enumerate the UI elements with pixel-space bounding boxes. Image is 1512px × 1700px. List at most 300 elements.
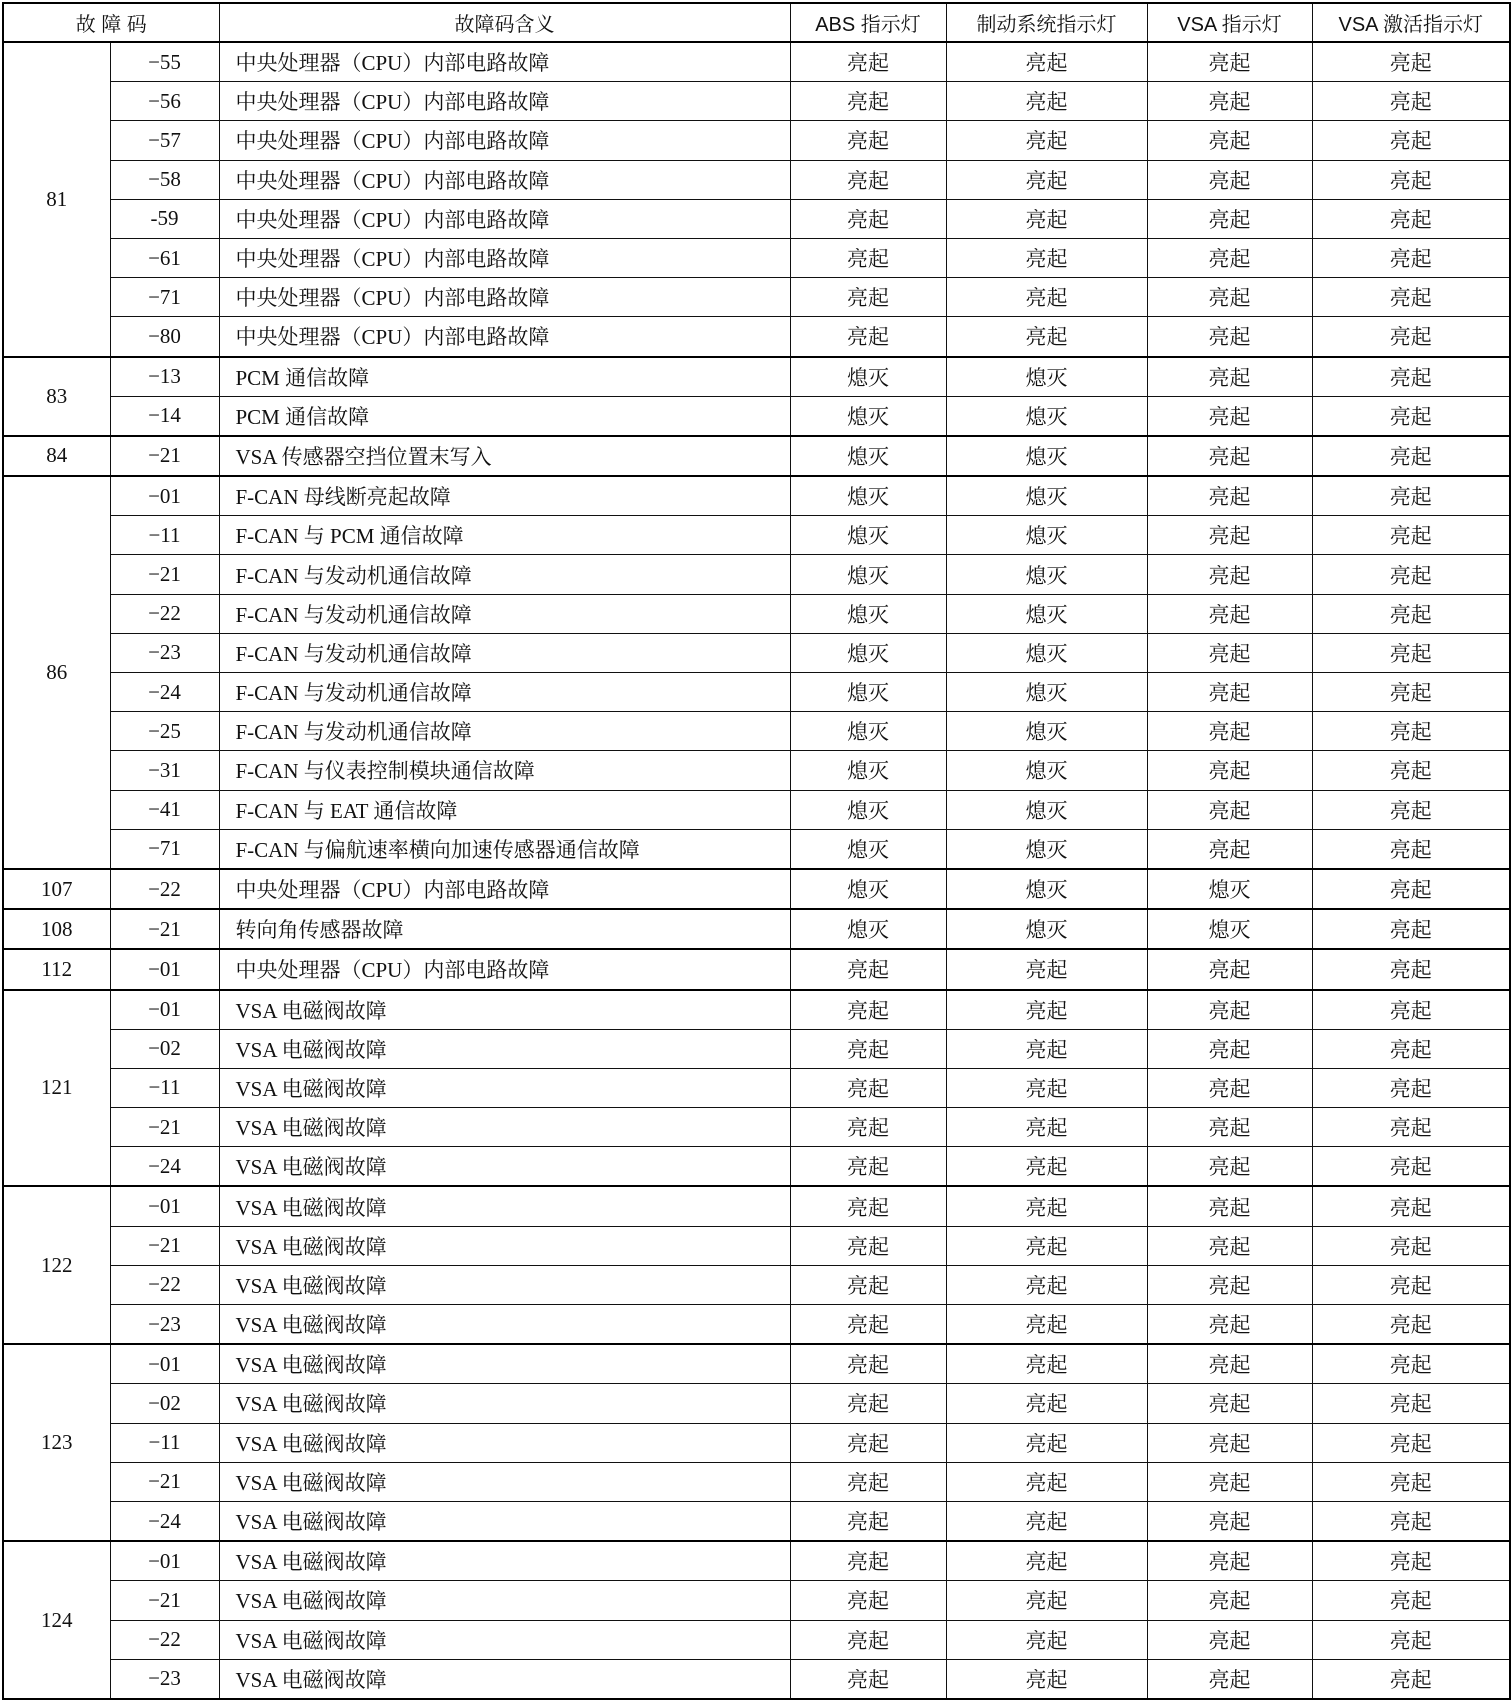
- vsa-light-state: 亮起: [1147, 1581, 1312, 1620]
- vsa-light-state: 熄灭: [1147, 869, 1312, 909]
- fault-meaning: F-CAN 母线断亮起故障: [219, 476, 790, 516]
- abs-light-state: 熄灭: [790, 751, 946, 790]
- fault-code-sub: −02: [110, 1029, 219, 1068]
- fault-code-sub: −41: [110, 790, 219, 829]
- vsa-active-light-state: 亮起: [1312, 1423, 1510, 1462]
- brake-light-state: 亮起: [946, 82, 1147, 121]
- table-row: [3, 555, 1510, 594]
- fault-meaning: 中央处理器（CPU）内部电路故障: [219, 199, 790, 238]
- fault-code-sub: −11: [110, 516, 219, 555]
- brake-light-state: 亮起: [946, 1541, 1147, 1581]
- fault-meaning: F-CAN 与发动机通信故障: [219, 594, 790, 633]
- brake-light-state: 亮起: [946, 1462, 1147, 1501]
- fault-code-sub: −21: [110, 1581, 219, 1620]
- vsa-active-light-state: 亮起: [1312, 1265, 1510, 1304]
- fault-meaning: VSA 电磁阀故障: [219, 1029, 790, 1068]
- vsa-active-light-state: 亮起: [1312, 1186, 1510, 1226]
- fault-meaning: 中央处理器（CPU）内部电路故障: [219, 238, 790, 277]
- fault-meaning: F-CAN 与 EAT 通信故障: [219, 790, 790, 829]
- fault-meaning: 中央处理器（CPU）内部电路故障: [219, 949, 790, 989]
- fault-meaning: VSA 电磁阀故障: [219, 1620, 790, 1659]
- fault-code-main: 121: [3, 990, 110, 1187]
- abs-light-state: 亮起: [790, 1344, 946, 1384]
- vsa-light-state: 亮起: [1147, 1344, 1312, 1384]
- vsa-light-state: 亮起: [1147, 199, 1312, 238]
- brake-light-state: 亮起: [946, 1344, 1147, 1384]
- table-row: [3, 42, 1510, 82]
- abs-light-state: 亮起: [790, 1147, 946, 1187]
- vsa-active-light-state: 亮起: [1312, 436, 1510, 476]
- vsa-light-state: 亮起: [1147, 1265, 1312, 1304]
- fault-code-sub: −24: [110, 1147, 219, 1187]
- fault-code-sub: −21: [110, 1108, 219, 1147]
- abs-light-state: 熄灭: [790, 357, 946, 397]
- fault-code-table: [2, 2, 1511, 1700]
- brake-light-state: 亮起: [946, 42, 1147, 82]
- brake-light-state: 熄灭: [946, 673, 1147, 712]
- fault-code-sub: −21: [110, 436, 219, 476]
- header-brake-light: 制动系统指示灯: [946, 3, 1147, 42]
- abs-light-state: 亮起: [790, 1226, 946, 1265]
- fault-meaning: 中央处理器（CPU）内部电路故障: [219, 160, 790, 199]
- brake-light-state: 熄灭: [946, 594, 1147, 633]
- abs-light-state: 亮起: [790, 1265, 946, 1304]
- table-row: [3, 712, 1510, 751]
- fault-meaning: 中央处理器（CPU）内部电路故障: [219, 869, 790, 909]
- header-vsa-active-light: VSA 激活指示灯: [1312, 3, 1510, 42]
- fault-code-sub: −01: [110, 476, 219, 516]
- abs-light-state: 亮起: [790, 1581, 946, 1620]
- vsa-active-light-state: 亮起: [1312, 1344, 1510, 1384]
- brake-light-state: 亮起: [946, 1029, 1147, 1068]
- vsa-active-light-state: 亮起: [1312, 1108, 1510, 1147]
- fault-code-sub: −21: [110, 1226, 219, 1265]
- fault-code-sub: −22: [110, 1265, 219, 1304]
- vsa-active-light-state: 亮起: [1312, 1029, 1510, 1068]
- vsa-active-light-state: 亮起: [1312, 673, 1510, 712]
- fault-code-main: 81: [3, 42, 110, 357]
- abs-light-state: 亮起: [790, 1501, 946, 1541]
- abs-light-state: 亮起: [790, 82, 946, 121]
- table-row: [3, 633, 1510, 672]
- fault-code-main: 112: [3, 949, 110, 989]
- brake-light-state: 亮起: [946, 1423, 1147, 1462]
- vsa-active-light-state: 亮起: [1312, 238, 1510, 277]
- abs-light-state: 亮起: [790, 1029, 946, 1068]
- abs-light-state: 熄灭: [790, 594, 946, 633]
- fault-code-sub: −71: [110, 278, 219, 317]
- fault-meaning: VSA 电磁阀故障: [219, 1344, 790, 1384]
- vsa-active-light-state: 亮起: [1312, 829, 1510, 869]
- table-row: [3, 1384, 1510, 1423]
- vsa-active-light-state: 亮起: [1312, 1384, 1510, 1423]
- table-row: [3, 1305, 1510, 1345]
- vsa-light-state: 亮起: [1147, 673, 1312, 712]
- table-row: [3, 160, 1510, 199]
- fault-code-main: 123: [3, 1344, 110, 1541]
- table-row: [3, 751, 1510, 790]
- vsa-light-state: 亮起: [1147, 1501, 1312, 1541]
- vsa-active-light-state: 亮起: [1312, 1620, 1510, 1659]
- brake-light-state: 熄灭: [946, 751, 1147, 790]
- fault-code-sub: −01: [110, 1186, 219, 1226]
- vsa-active-light-state: 亮起: [1312, 1501, 1510, 1541]
- vsa-light-state: 亮起: [1147, 357, 1312, 397]
- fault-code-sub: −71: [110, 829, 219, 869]
- vsa-light-state: 亮起: [1147, 1384, 1312, 1423]
- fault-meaning: VSA 电磁阀故障: [219, 1186, 790, 1226]
- fault-code-main: 108: [3, 909, 110, 949]
- table-row: [3, 1108, 1510, 1147]
- abs-light-state: 亮起: [790, 1541, 946, 1581]
- fault-meaning: 中央处理器（CPU）内部电路故障: [219, 121, 790, 160]
- fault-code-main: 122: [3, 1186, 110, 1344]
- fault-code-main: 107: [3, 869, 110, 909]
- fault-meaning: VSA 传感器空挡位置末写入: [219, 436, 790, 476]
- vsa-light-state: 亮起: [1147, 1305, 1312, 1345]
- table-row: [3, 238, 1510, 277]
- vsa-active-light-state: 亮起: [1312, 790, 1510, 829]
- vsa-light-state: 熄灭: [1147, 909, 1312, 949]
- vsa-light-state: 亮起: [1147, 1029, 1312, 1068]
- table-row: [3, 949, 1510, 989]
- fault-code-sub: −23: [110, 1305, 219, 1345]
- abs-light-state: 熄灭: [790, 909, 946, 949]
- brake-light-state: 熄灭: [946, 869, 1147, 909]
- fault-meaning: F-CAN 与 PCM 通信故障: [219, 516, 790, 555]
- fault-code-sub: −55: [110, 42, 219, 82]
- abs-light-state: 亮起: [790, 42, 946, 82]
- brake-light-state: 亮起: [946, 1581, 1147, 1620]
- brake-light-state: 亮起: [946, 1108, 1147, 1147]
- brake-light-state: 熄灭: [946, 396, 1147, 436]
- header-vsa-light: VSA 指示灯: [1147, 3, 1312, 42]
- table-row: [3, 1186, 1510, 1226]
- abs-light-state: 亮起: [790, 1659, 946, 1699]
- table-row: [3, 1068, 1510, 1107]
- table-row: [3, 278, 1510, 317]
- vsa-light-state: 亮起: [1147, 317, 1312, 357]
- table-row: [3, 317, 1510, 357]
- vsa-light-state: 亮起: [1147, 829, 1312, 869]
- fault-code-sub: −24: [110, 673, 219, 712]
- fault-code-main: 86: [3, 476, 110, 869]
- brake-light-state: 熄灭: [946, 516, 1147, 555]
- vsa-light-state: 亮起: [1147, 790, 1312, 829]
- vsa-light-state: 亮起: [1147, 476, 1312, 516]
- abs-light-state: 亮起: [790, 1423, 946, 1462]
- vsa-active-light-state: 亮起: [1312, 1659, 1510, 1699]
- vsa-light-state: 亮起: [1147, 436, 1312, 476]
- abs-light-state: 亮起: [790, 1068, 946, 1107]
- abs-light-state: 熄灭: [790, 555, 946, 594]
- fault-meaning: F-CAN 与发动机通信故障: [219, 633, 790, 672]
- fault-code-sub: −25: [110, 712, 219, 751]
- vsa-active-light-state: 亮起: [1312, 199, 1510, 238]
- table-row: [3, 436, 1510, 476]
- fault-code-sub: −58: [110, 160, 219, 199]
- fault-code-sub: −13: [110, 357, 219, 397]
- table-row: [3, 1265, 1510, 1304]
- table-row: [3, 476, 1510, 516]
- table-row: [3, 1226, 1510, 1265]
- fault-meaning: F-CAN 与发动机通信故障: [219, 555, 790, 594]
- vsa-light-state: 亮起: [1147, 1541, 1312, 1581]
- vsa-light-state: 亮起: [1147, 516, 1312, 555]
- brake-light-state: 熄灭: [946, 712, 1147, 751]
- vsa-light-state: 亮起: [1147, 1462, 1312, 1501]
- table-row: [3, 357, 1510, 397]
- fault-meaning: VSA 电磁阀故障: [219, 1659, 790, 1699]
- vsa-light-state: 亮起: [1147, 82, 1312, 121]
- vsa-light-state: 亮起: [1147, 1068, 1312, 1107]
- brake-light-state: 亮起: [946, 1620, 1147, 1659]
- abs-light-state: 熄灭: [790, 516, 946, 555]
- brake-light-state: 亮起: [946, 1226, 1147, 1265]
- fault-code-sub: −01: [110, 1541, 219, 1581]
- table-row: [3, 82, 1510, 121]
- abs-light-state: 熄灭: [790, 436, 946, 476]
- vsa-light-state: 亮起: [1147, 1147, 1312, 1187]
- vsa-light-state: 亮起: [1147, 42, 1312, 82]
- vsa-active-light-state: 亮起: [1312, 121, 1510, 160]
- brake-light-state: 亮起: [946, 1501, 1147, 1541]
- table-row: [3, 1620, 1510, 1659]
- abs-light-state: 亮起: [790, 1384, 946, 1423]
- fault-code-sub: −56: [110, 82, 219, 121]
- vsa-active-light-state: 亮起: [1312, 869, 1510, 909]
- fault-meaning: VSA 电磁阀故障: [219, 1147, 790, 1187]
- table-row: [3, 990, 1510, 1030]
- fault-meaning: VSA 电磁阀故障: [219, 1265, 790, 1304]
- brake-light-state: 熄灭: [946, 633, 1147, 672]
- fault-meaning: PCM 通信故障: [219, 357, 790, 397]
- vsa-light-state: 亮起: [1147, 1659, 1312, 1699]
- fault-code-sub: −11: [110, 1423, 219, 1462]
- vsa-active-light-state: 亮起: [1312, 1147, 1510, 1187]
- fault-code-main: 124: [3, 1541, 110, 1699]
- vsa-active-light-state: 亮起: [1312, 751, 1510, 790]
- vsa-light-state: 亮起: [1147, 949, 1312, 989]
- fault-meaning: PCM 通信故障: [219, 396, 790, 436]
- vsa-active-light-state: 亮起: [1312, 909, 1510, 949]
- fault-code-sub: −23: [110, 1659, 219, 1699]
- abs-light-state: 亮起: [790, 238, 946, 277]
- brake-light-state: 亮起: [946, 1305, 1147, 1345]
- table-row: [3, 1344, 1510, 1384]
- vsa-active-light-state: 亮起: [1312, 633, 1510, 672]
- brake-light-state: 亮起: [946, 160, 1147, 199]
- vsa-light-state: 亮起: [1147, 751, 1312, 790]
- vsa-light-state: 亮起: [1147, 633, 1312, 672]
- vsa-active-light-state: 亮起: [1312, 949, 1510, 989]
- fault-meaning: VSA 电磁阀故障: [219, 1581, 790, 1620]
- table-row: [3, 594, 1510, 633]
- brake-light-state: 亮起: [946, 1147, 1147, 1187]
- brake-light-state: 亮起: [946, 278, 1147, 317]
- table-row: [3, 396, 1510, 436]
- vsa-light-state: 亮起: [1147, 1423, 1312, 1462]
- fault-code-sub: −02: [110, 1384, 219, 1423]
- vsa-active-light-state: 亮起: [1312, 555, 1510, 594]
- header-fault-code: 故 障 码: [3, 3, 219, 42]
- vsa-active-light-state: 亮起: [1312, 82, 1510, 121]
- abs-light-state: 亮起: [790, 990, 946, 1030]
- fault-code-sub: −22: [110, 1620, 219, 1659]
- fault-meaning: VSA 电磁阀故障: [219, 1423, 790, 1462]
- fault-code-sub: −21: [110, 909, 219, 949]
- brake-light-state: 熄灭: [946, 555, 1147, 594]
- vsa-active-light-state: 亮起: [1312, 396, 1510, 436]
- fault-meaning: VSA 电磁阀故障: [219, 1305, 790, 1345]
- fault-meaning: 中央处理器（CPU）内部电路故障: [219, 317, 790, 357]
- table-row: [3, 909, 1510, 949]
- fault-meaning: VSA 电磁阀故障: [219, 1108, 790, 1147]
- abs-light-state: 熄灭: [790, 673, 946, 712]
- table-row: [3, 199, 1510, 238]
- brake-light-state: 亮起: [946, 949, 1147, 989]
- vsa-active-light-state: 亮起: [1312, 712, 1510, 751]
- brake-light-state: 熄灭: [946, 436, 1147, 476]
- vsa-light-state: 亮起: [1147, 1620, 1312, 1659]
- vsa-active-light-state: 亮起: [1312, 1541, 1510, 1581]
- vsa-active-light-state: 亮起: [1312, 357, 1510, 397]
- brake-light-state: 熄灭: [946, 909, 1147, 949]
- abs-light-state: 亮起: [790, 1620, 946, 1659]
- fault-meaning: 转向角传感器故障: [219, 909, 790, 949]
- vsa-active-light-state: 亮起: [1312, 1226, 1510, 1265]
- header-meaning: 故障码含义: [219, 3, 790, 42]
- abs-light-state: 熄灭: [790, 712, 946, 751]
- brake-light-state: 熄灭: [946, 829, 1147, 869]
- fault-code-sub: −11: [110, 1068, 219, 1107]
- vsa-light-state: 亮起: [1147, 396, 1312, 436]
- abs-light-state: 亮起: [790, 1186, 946, 1226]
- fault-code-sub: −80: [110, 317, 219, 357]
- fault-meaning: F-CAN 与发动机通信故障: [219, 712, 790, 751]
- vsa-light-state: 亮起: [1147, 712, 1312, 751]
- fault-code-main: 83: [3, 357, 110, 436]
- vsa-active-light-state: 亮起: [1312, 516, 1510, 555]
- vsa-active-light-state: 亮起: [1312, 990, 1510, 1030]
- table-row: [3, 1501, 1510, 1541]
- table-row: [3, 1541, 1510, 1581]
- vsa-light-state: 亮起: [1147, 1186, 1312, 1226]
- fault-code-sub: −23: [110, 633, 219, 672]
- fault-code-sub: −61: [110, 238, 219, 277]
- brake-light-state: 亮起: [946, 1384, 1147, 1423]
- table-row: [3, 1029, 1510, 1068]
- table-row: [3, 1659, 1510, 1699]
- brake-light-state: 亮起: [946, 238, 1147, 277]
- abs-light-state: 熄灭: [790, 476, 946, 516]
- vsa-light-state: 亮起: [1147, 990, 1312, 1030]
- abs-light-state: 亮起: [790, 1305, 946, 1345]
- vsa-active-light-state: 亮起: [1312, 1305, 1510, 1345]
- fault-code-sub: −01: [110, 990, 219, 1030]
- vsa-active-light-state: 亮起: [1312, 160, 1510, 199]
- abs-light-state: 熄灭: [790, 396, 946, 436]
- fault-meaning: 中央处理器（CPU）内部电路故障: [219, 82, 790, 121]
- fault-code-sub: −31: [110, 751, 219, 790]
- vsa-light-state: 亮起: [1147, 160, 1312, 199]
- fault-code-sub: -59: [110, 199, 219, 238]
- vsa-light-state: 亮起: [1147, 1226, 1312, 1265]
- abs-light-state: 亮起: [790, 199, 946, 238]
- abs-light-state: 熄灭: [790, 790, 946, 829]
- brake-light-state: 熄灭: [946, 357, 1147, 397]
- table-header-row: [3, 3, 1510, 42]
- fault-meaning: VSA 电磁阀故障: [219, 1226, 790, 1265]
- vsa-active-light-state: 亮起: [1312, 278, 1510, 317]
- vsa-light-state: 亮起: [1147, 278, 1312, 317]
- abs-light-state: 熄灭: [790, 633, 946, 672]
- abs-light-state: 亮起: [790, 1462, 946, 1501]
- abs-light-state: 亮起: [790, 160, 946, 199]
- fault-meaning: VSA 电磁阀故障: [219, 1541, 790, 1581]
- fault-meaning: VSA 电磁阀故障: [219, 990, 790, 1030]
- table-row: [3, 869, 1510, 909]
- abs-light-state: 熄灭: [790, 829, 946, 869]
- brake-light-state: 亮起: [946, 1186, 1147, 1226]
- abs-light-state: 亮起: [790, 317, 946, 357]
- brake-light-state: 亮起: [946, 990, 1147, 1030]
- vsa-light-state: 亮起: [1147, 1108, 1312, 1147]
- header-abs-light: ABS 指示灯: [790, 3, 946, 42]
- vsa-light-state: 亮起: [1147, 594, 1312, 633]
- fault-meaning: VSA 电磁阀故障: [219, 1068, 790, 1107]
- brake-light-state: 熄灭: [946, 790, 1147, 829]
- fault-code-sub: −01: [110, 949, 219, 989]
- table-body: [3, 42, 1510, 1699]
- table-row: [3, 790, 1510, 829]
- fault-code-sub: −14: [110, 396, 219, 436]
- fault-meaning: F-CAN 与偏航速率横向加速传感器通信故障: [219, 829, 790, 869]
- table-row: [3, 673, 1510, 712]
- abs-light-state: 熄灭: [790, 869, 946, 909]
- brake-light-state: 亮起: [946, 1659, 1147, 1699]
- brake-light-state: 亮起: [946, 199, 1147, 238]
- brake-light-state: 熄灭: [946, 476, 1147, 516]
- table-row: [3, 829, 1510, 869]
- vsa-light-state: 亮起: [1147, 555, 1312, 594]
- abs-light-state: 亮起: [790, 278, 946, 317]
- brake-light-state: 亮起: [946, 1265, 1147, 1304]
- vsa-active-light-state: 亮起: [1312, 1581, 1510, 1620]
- vsa-active-light-state: 亮起: [1312, 317, 1510, 357]
- table-row: [3, 1423, 1510, 1462]
- brake-light-state: 亮起: [946, 1068, 1147, 1107]
- fault-code-sub: −21: [110, 1462, 219, 1501]
- brake-light-state: 亮起: [946, 317, 1147, 357]
- vsa-active-light-state: 亮起: [1312, 1462, 1510, 1501]
- table-row: [3, 516, 1510, 555]
- brake-light-state: 亮起: [946, 121, 1147, 160]
- vsa-active-light-state: 亮起: [1312, 1068, 1510, 1107]
- vsa-active-light-state: 亮起: [1312, 476, 1510, 516]
- fault-code-sub: −57: [110, 121, 219, 160]
- fault-code-main: 84: [3, 436, 110, 476]
- fault-code-sub: −22: [110, 594, 219, 633]
- table-row: [3, 1147, 1510, 1187]
- fault-code-table-container: [2, 2, 1511, 1700]
- fault-meaning: F-CAN 与仪表控制模块通信故障: [219, 751, 790, 790]
- table-row: [3, 121, 1510, 160]
- vsa-light-state: 亮起: [1147, 238, 1312, 277]
- fault-meaning: VSA 电磁阀故障: [219, 1501, 790, 1541]
- fault-meaning: 中央处理器（CPU）内部电路故障: [219, 278, 790, 317]
- fault-code-sub: −24: [110, 1501, 219, 1541]
